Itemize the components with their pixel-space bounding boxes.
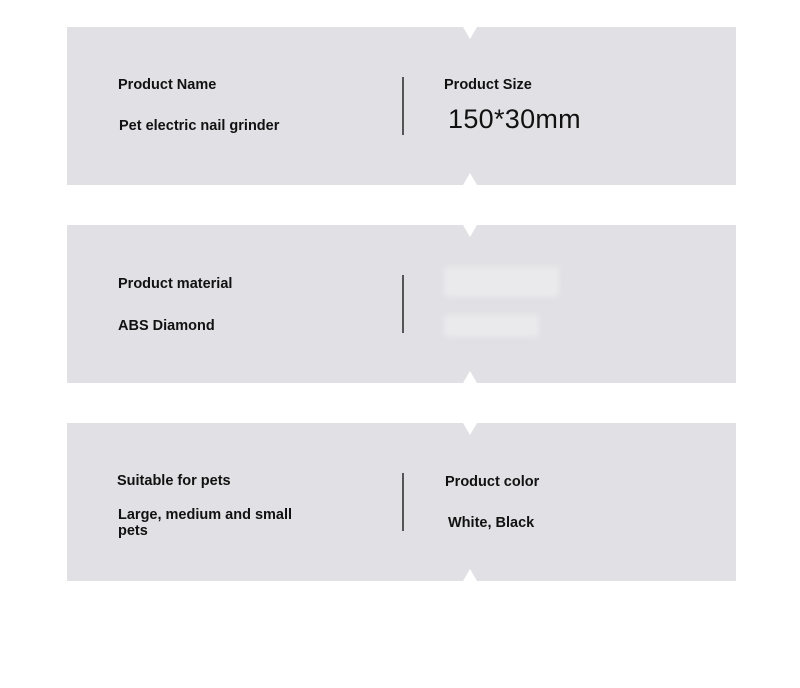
spec-card-1 [67, 27, 736, 185]
spec-value-product-material: ABS Diamond [118, 318, 215, 334]
spec-card-2 [67, 225, 736, 383]
spec-label-product-size: Product Size [444, 77, 532, 93]
spec-value-product-color: White, Black [448, 515, 535, 531]
spec-label-product-color: Product color [445, 474, 540, 490]
blurred-text-area [444, 315, 539, 337]
spec-card-3 [67, 423, 736, 581]
card-divider [402, 473, 404, 531]
card-divider [402, 77, 404, 135]
spec-value-product-name: Pet electric nail grinder [119, 118, 280, 134]
spec-value-product-size: 150*30mm [448, 104, 581, 134]
blurred-text-area [444, 267, 559, 297]
spec-label-product-name: Product Name [118, 77, 217, 93]
spec-label-product-material: Product material [118, 276, 233, 292]
card-divider [402, 275, 404, 333]
spec-value-suitable-for-pets: Large, medium and small pets [118, 507, 293, 539]
spec-label-suitable-for-pets: Suitable for pets [117, 473, 231, 489]
